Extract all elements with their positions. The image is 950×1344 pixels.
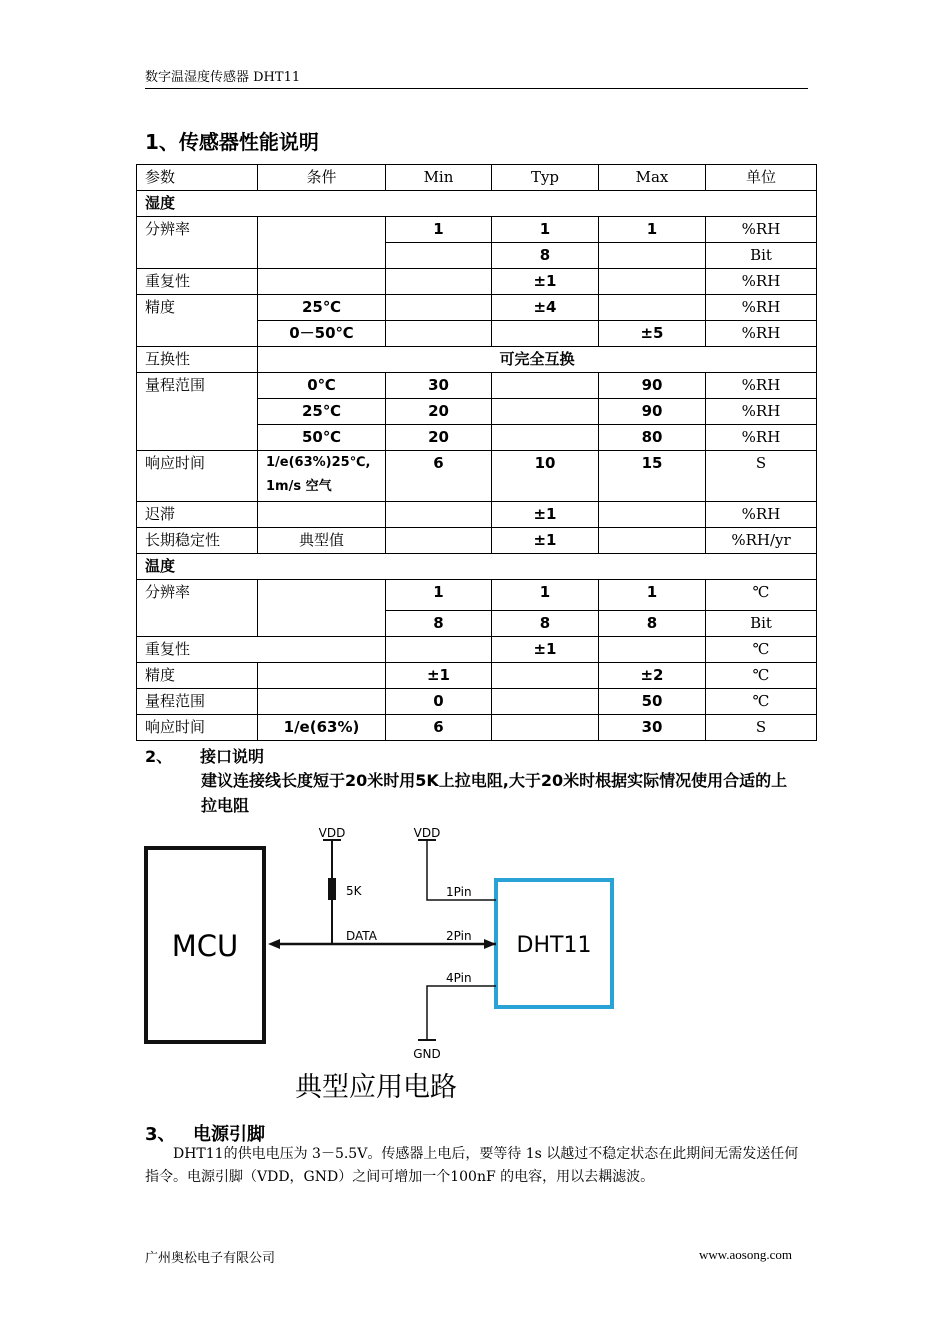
- col-header: 参数: [137, 165, 258, 191]
- max-cell: 1: [599, 580, 706, 611]
- group-label: 温度: [137, 554, 817, 580]
- typ-cell: ±1: [492, 637, 599, 663]
- max-cell: 80: [599, 425, 706, 451]
- table-row: [137, 217, 817, 243]
- unit-cell: %RH: [706, 321, 817, 347]
- unit-cell: %RH/yr: [706, 528, 817, 554]
- min-cell: [386, 321, 492, 347]
- cond-cell: 0℃: [258, 373, 386, 399]
- param-cell: 分辨率: [137, 217, 258, 269]
- unit-cell: S: [706, 715, 817, 741]
- pin2-label: 2Pin: [446, 929, 472, 943]
- typ-cell: [492, 321, 599, 347]
- param-cell: 重复性: [137, 269, 258, 295]
- cond-cell: [258, 663, 386, 689]
- unit-cell: ℃: [706, 689, 817, 715]
- max-cell: [599, 243, 706, 269]
- cond-cell: [258, 502, 386, 528]
- param-cell: 互换性: [137, 347, 258, 373]
- section1-title: 1、传感器性能说明: [145, 130, 319, 154]
- section2-heading: [145, 744, 264, 767]
- typ-cell: 1: [492, 580, 599, 611]
- cond-cell: 25℃: [258, 295, 386, 321]
- max-cell: [599, 295, 706, 321]
- cond-cell: 1/e(63%): [258, 715, 386, 741]
- param-cell: 响应时间: [137, 715, 258, 741]
- typ-cell: ±1: [492, 269, 599, 295]
- unit-cell: ℃: [706, 580, 817, 611]
- dht11-label: DHT11: [516, 933, 592, 958]
- col-header: Min: [386, 165, 492, 191]
- unit-cell: ℃: [706, 663, 817, 689]
- typ-cell: ±1: [492, 502, 599, 528]
- footer-url: www.aosong.com: [698, 1247, 792, 1262]
- param-cell: 长期稳定性: [137, 528, 258, 554]
- cond-line: 1m/s 空气: [266, 479, 332, 494]
- min-cell: [386, 637, 492, 663]
- circuit-caption: 典型应用电路: [295, 1072, 457, 1103]
- typ-cell: ±4: [492, 295, 599, 321]
- min-cell: 20: [386, 425, 492, 451]
- vdd-label-right: VDD: [413, 826, 441, 840]
- page-header: [145, 66, 808, 89]
- application-circuit-diagram: [140, 826, 620, 1106]
- section3-number: 3、: [145, 1124, 176, 1145]
- param-cell: 精度: [137, 663, 258, 689]
- group-row-temperature: [137, 554, 817, 580]
- col-header: 单位: [706, 165, 817, 191]
- cond-cell: 0－50℃: [258, 321, 386, 347]
- min-cell: 1: [386, 580, 492, 611]
- unit-cell: %RH: [706, 217, 817, 243]
- section2-number: 2、: [145, 747, 173, 766]
- unit-cell: S: [706, 451, 817, 502]
- table-row: [137, 528, 817, 554]
- max-cell: [599, 528, 706, 554]
- min-cell: [386, 528, 492, 554]
- unit-cell: %RH: [706, 269, 817, 295]
- vdd-label-left: VDD: [318, 826, 346, 840]
- interchange-value: 可完全互换: [258, 347, 817, 373]
- table-row: [137, 502, 817, 528]
- min-cell: 6: [386, 451, 492, 502]
- max-cell: 30: [599, 715, 706, 741]
- typ-cell: [492, 663, 599, 689]
- max-cell: 1: [599, 217, 706, 243]
- table-row: [137, 689, 817, 715]
- min-cell: 6: [386, 715, 492, 741]
- group-row-humidity: [137, 191, 817, 217]
- data-label: DATA: [346, 929, 377, 943]
- pin4-wire: [427, 986, 496, 1040]
- min-cell: ±1: [386, 663, 492, 689]
- max-cell: ±2: [599, 663, 706, 689]
- footer-company: 广州奥松电子有限公司: [145, 1251, 276, 1266]
- section3-body: DHT11的供电电压为 3－5.5V。传感器上电后，要等待 1s 以越过不稳定状态在此期间无需发送任何指令。电源引脚（VDD，GND）之间可增加一个100nF 的电容，用以去耦滤波。: [145, 1146, 799, 1185]
- cond-cell: [258, 269, 386, 295]
- max-cell: 90: [599, 373, 706, 399]
- min-cell: 1: [386, 217, 492, 243]
- unit-cell: %RH: [706, 502, 817, 528]
- unit-cell: %RH: [706, 295, 817, 321]
- max-cell: [599, 502, 706, 528]
- min-cell: [386, 269, 492, 295]
- min-cell: [386, 243, 492, 269]
- typ-cell: [492, 399, 599, 425]
- table-row: [137, 347, 817, 373]
- table-row: [137, 580, 817, 611]
- resistor: [328, 878, 336, 900]
- pin1-label: 1Pin: [446, 885, 472, 899]
- param-cell: 迟滞: [137, 502, 258, 528]
- arrow-left-icon: [268, 939, 280, 949]
- table-row: [137, 663, 817, 689]
- max-cell: 8: [599, 611, 706, 637]
- max-cell: [599, 637, 706, 663]
- section2-title: 接口说明: [200, 747, 265, 766]
- min-cell: 30: [386, 373, 492, 399]
- typ-cell: [492, 715, 599, 741]
- param-cell: 重复性: [137, 637, 386, 663]
- col-header: Max: [599, 165, 706, 191]
- param-cell: 响应时间: [137, 451, 258, 502]
- table-row: [137, 715, 817, 741]
- mcu-label: MCU: [171, 929, 239, 963]
- typ-cell: 1: [492, 217, 599, 243]
- param-cell: 分辨率: [137, 580, 258, 637]
- min-cell: [386, 295, 492, 321]
- typ-cell: [492, 425, 599, 451]
- col-header: 条件: [258, 165, 386, 191]
- typ-cell: [492, 373, 599, 399]
- cond-cell: [258, 217, 386, 269]
- param-cell: 精度: [137, 295, 258, 347]
- typ-cell: 10: [492, 451, 599, 502]
- table-header-row: [137, 165, 817, 191]
- cond-cell: [258, 580, 386, 637]
- min-cell: [386, 502, 492, 528]
- table-row: [137, 451, 817, 502]
- cond-cell: 50℃: [258, 425, 386, 451]
- cond-cell: 典型值: [258, 528, 386, 554]
- gnd-label: GND: [413, 1047, 441, 1061]
- typ-cell: [492, 689, 599, 715]
- max-cell: 50: [599, 689, 706, 715]
- min-cell: 20: [386, 399, 492, 425]
- table-row: [137, 295, 817, 321]
- max-cell: ±5: [599, 321, 706, 347]
- unit-cell: Bit: [706, 611, 817, 637]
- group-label: 湿度: [137, 191, 817, 217]
- table-row: [137, 637, 817, 663]
- max-cell: [599, 269, 706, 295]
- min-cell: 8: [386, 611, 492, 637]
- param-cell: 量程范围: [137, 373, 258, 451]
- typ-cell: 8: [492, 243, 599, 269]
- section2-description: 建议连接线长度短于20米时用5K上拉电阻,大于20米时根据实际情况使用合适的上拉电阻: [201, 771, 788, 815]
- max-cell: 90: [599, 399, 706, 425]
- unit-cell: Bit: [706, 243, 817, 269]
- section3-title: 电源引脚: [193, 1124, 265, 1145]
- unit-cell: %RH: [706, 399, 817, 425]
- unit-cell: ℃: [706, 637, 817, 663]
- pin4-label: 4Pin: [446, 971, 472, 985]
- max-cell: 15: [599, 451, 706, 502]
- table-row: [137, 373, 817, 399]
- cond-cell: 25℃: [258, 399, 386, 425]
- min-cell: 0: [386, 689, 492, 715]
- unit-cell: %RH: [706, 373, 817, 399]
- col-header: Typ: [492, 165, 599, 191]
- cond-cell: [258, 451, 386, 502]
- table-row: [137, 269, 817, 295]
- cond-cell: [258, 689, 386, 715]
- resistor-label: 5K: [346, 884, 362, 898]
- typ-cell: ±1: [492, 528, 599, 554]
- param-cell: 量程范围: [137, 689, 258, 715]
- header-title: 数字温湿度传感器 DHT11: [145, 70, 301, 85]
- typ-cell: 8: [492, 611, 599, 637]
- performance-table: [136, 164, 817, 741]
- unit-cell: %RH: [706, 425, 817, 451]
- cond-line: 1/e(63%)25℃,: [266, 455, 371, 470]
